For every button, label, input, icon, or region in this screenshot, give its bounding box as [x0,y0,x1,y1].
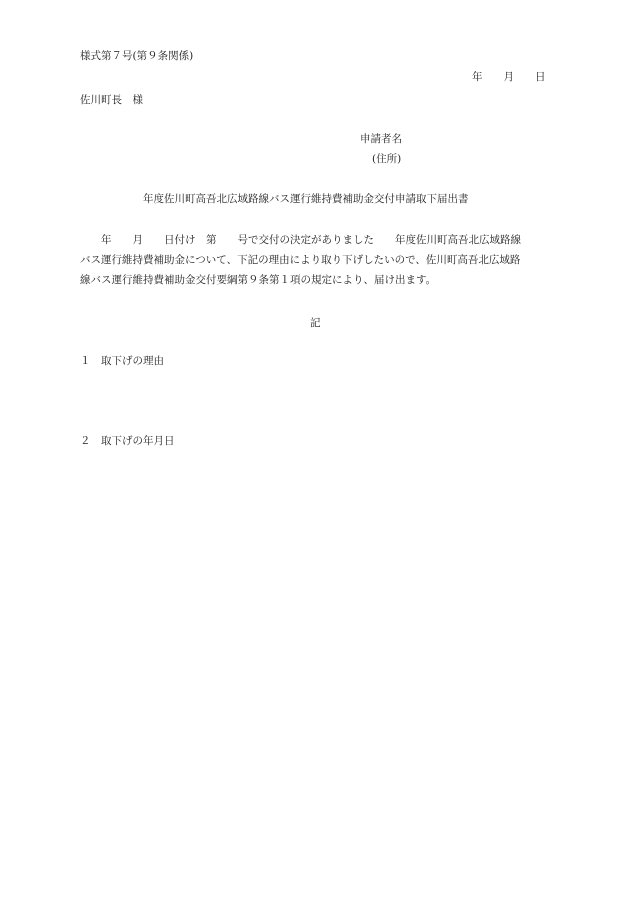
body-text-line: バス運行維持費補助金について、下記の理由により取り下げしたいので、佐川町高吾北広域路 [80,254,521,266]
list-item-date: ２ 取下げの年月日 [80,435,175,447]
applicant-name-label: 申請者名 [360,133,402,145]
list-item-reason: １ 取下げの理由 [80,355,164,367]
body-text-line: 線バス運行維持費補助金交付要綱第９条第１項の規定により、届け出ます。 [80,274,437,286]
addressee: 佐川町長 様 [80,94,143,106]
body-text-line: 年 月 日付け 第 号で交付の決定がありました 年度佐川町高吾北広域路線 [80,234,521,246]
document-title: 年度佐川町高吾北広域路線バス運行維持費補助金交付申請取下届出書 [143,193,469,205]
applicant-address-label: (住所) [372,153,402,165]
form-number: 様式第７号(第９条関係) [80,50,194,62]
date-line: 年 月 日 [472,71,546,83]
ki-heading: 記 [310,317,321,329]
